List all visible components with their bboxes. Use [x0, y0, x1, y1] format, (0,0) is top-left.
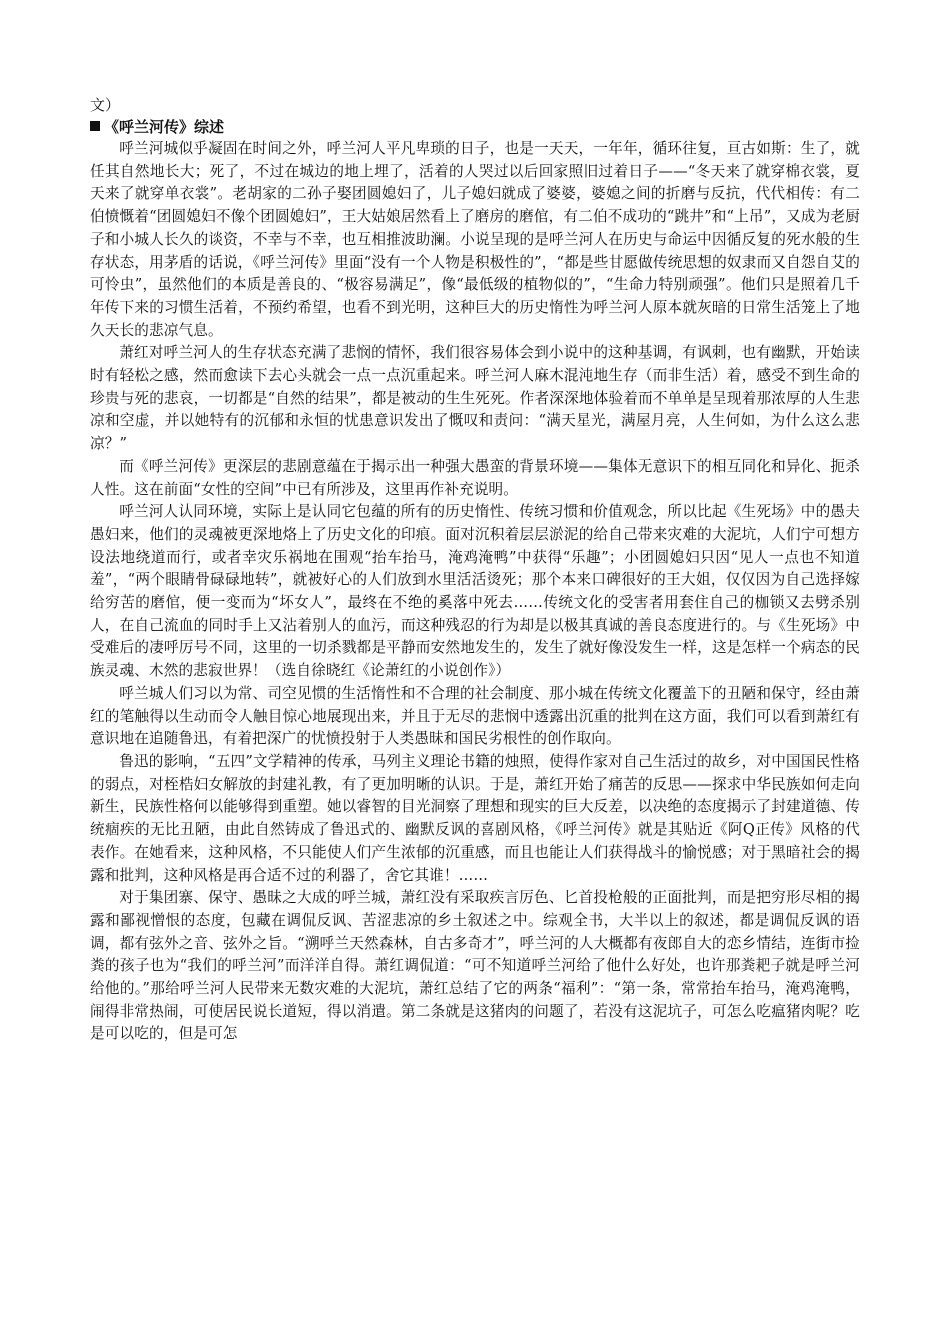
paragraph-6: 鲁迅的影响，“五四”文学精神的传承，马列主义理论书籍的烛照，使得作家对自己生活过的故乡，对中国国民性格的弱点，对桎梏妇女解放的封建礼教，有了更加明晰的认识。于是，萧红开始了痛苦的反思——探求中华民族如何走向新生，民族性格何以能够得到重塑。她以睿智的目光洞察了理想和现实的巨大反差，以决绝的态度揭示了封建道德、传统痼疾的无比丑陋，由此自然铸成了鲁迅式的、幽默反讽的喜剧风格，《呼兰河传》就是其贴近《阿Q正传》风格的代表作。在她看来，这种风格，不只能使人们产生浓郁的沉重感，而且也能让人们获得战斗的愉悦感；对于黑暗社会的揭露和批判，这种风格是再合适不过的利器了，舍它其谁！…… [90, 752, 860, 884]
paragraph-7: 对于集团寨、保守、愚昧之大成的呼兰城，萧红没有采取疾言厉色、匕首投枪般的正面批判，而是把穷形尽相的揭露和鄙视憎恨的态度，包藏在调侃反讽、苦涩悲凉的乡土叙述之中。综观全书，大半以上的叙述，都是调侃反讽的语调，都有弦外之音、弦外之旨。“溯呼兰天然森林，自古多奇才”，呼兰河的人大概都有夜郎自大的恋乡情结，连街市捡粪的孩子也为“我们的呼兰河”而洋洋自得。萧红调侃道：“可不知道呼兰河给了他什么好处，也许那粪耙子就是呼兰河给他的。”那给呼兰河人民带来无数灾难的大泥坑，萧红总结了它的两条“福利”：“第一条，常常抬车抬马，淹鸡淹鸭，闹得非常热闹，可使居民说长道短，得以消遣。第二条就是这猪肉的问题了，若没有这泥坑子，可怎么吃瘟猪肉呢？吃是可以吃的，但是可怎 [90, 889, 860, 1043]
text-fragment: 文） [90, 96, 121, 114]
paragraph-4: 呼兰河人认同环境，实际上是认同它包蕴的所有的历史惰性、传统习惯和价值观念，所以比起《生死场》中的愚夫愚妇来，他们的灵魂被更深地烙上了历史文化的印痕。面对沉积着层层淤泥的给自己带来灾难的大泥坑，人们宁可想方设法地绕道而行，或者幸灾乐祸地在围观“抬车抬马，淹鸡淹鸭”中获得“乐趣”；小团圆媳妇只因“见人一点也不知道羞”，“两个眼睛骨碌碌地转”，就被好心的人们放到水里活活烫死；那个本来口碑很好的王大姐，仅仅因为自己选择嫁给穷苦的磨倌，便一变而为“坏女人”，最终在不绝的奚落中死去……传统文化的受害者用套住自己的枷锁又去劈杀别人，在自己流血的同时手上又沾着别人的血污，而这种残忍的行为却是以极其真诚的善良态度进行的。与《生死场》中受难后的凄呼厉号不同，这里的一切杀戮都是平静而安然地发生的，发生了就好像没发生一样，这是怎样一个病态的民族灵魂、木然的悲寂世界！（选自徐晓红《论萧红的小说创作》） [90, 503, 860, 680]
section-heading-text: 《呼兰河传》综述 [104, 118, 225, 136]
square-bullet-icon [90, 121, 100, 131]
section-heading [90, 116, 860, 138]
paragraph-2: 萧红对呼兰河人的生存状态充满了悲悯的情怀，我们很容易体会到小说中的这种基调，有讽刺，也有幽默，开始读时有轻松之感，然而愈读下去心头就会一点一点沉重起来。呼兰河人麻木混沌地生存（而非生活）着，感受不到生命的珍贵与死的悲哀，一切都是“自然的结果”，都是被动的生生死死。作者深深地体验着而不单单是呈现着那浓厚的人生悲凉和空虚，并以她特有的沉郁和永恒的忧患意识发出了慨叹和责问：“满天星光，满屋月亮，人生何如，为什么这么悲凉？” [90, 344, 860, 453]
document-body [90, 94, 860, 1046]
paragraph-5: 呼兰城人们习以为常、司空见惯的生活惰性和不合理的社会制度、那小城在传统文化覆盖下的丑陋和保守，经由萧红的笔触得以生动而令人触目惊心地展现出来，并且于无尽的悲悯中透露出沉重的批判在这方面，我们可以看到萧红有意识地在追随鲁迅，有着把深广的忧愤投射于人类愚昧和国民劣根性的创作取向。 [90, 684, 860, 748]
paragraph-3: 而《呼兰河传》更深层的悲剧意蕴在于揭示出一种强大愚蛮的背景环境——集体无意识下的相互同化和异化、扼杀人性。这在前面“女性的空间”中已有所涉及，这里再作补充说明。 [90, 457, 860, 498]
paragraph-1: 呼兰河城似乎凝固在时间之外，呼兰河人平凡卑琐的日子，也是一天天，一年年，循环往复，亘古如斯：生了，就任其自然地长大；死了，不过在城边的地上埋了，活着的人哭过以后回家照旧过着日子——“冬天来了就穿棉衣裳，夏天来了就穿单衣裳”。老胡家的二孙子娶团圆媳妇了，儿子媳妇就成了婆婆，婆媳之间的折磨与反抗，代代相传：有二伯愤慨着“团圆媳妇不像个团圆媳妇”，王大姑娘居然看上了磨房的磨倌，有二伯不成功的“跳井”和“上吊”，又成为老厨子和小城人长久的谈资，不幸与不幸，也互相推波助澜。小说呈现的是呼兰河人在历史与命运中因循反复的死水般的生存状态，用茅盾的话说，《呼兰河传》里面“没有一个人物是积极性的”，“都是些甘愿做传统思想的奴隶而又自怨自艾的可怜虫”，虽然他们的本质是善良的、“极容易满足”，像“最低级的植物似的”，“生命力特别顽强”。他们只是照着几千年传下来的习惯生活着，不预约希望，也看不到光明，这种巨大的历史惰性为呼兰河人原本就灰暗的日常生活笼上了地久天长的悲凉气息。 [90, 140, 860, 339]
